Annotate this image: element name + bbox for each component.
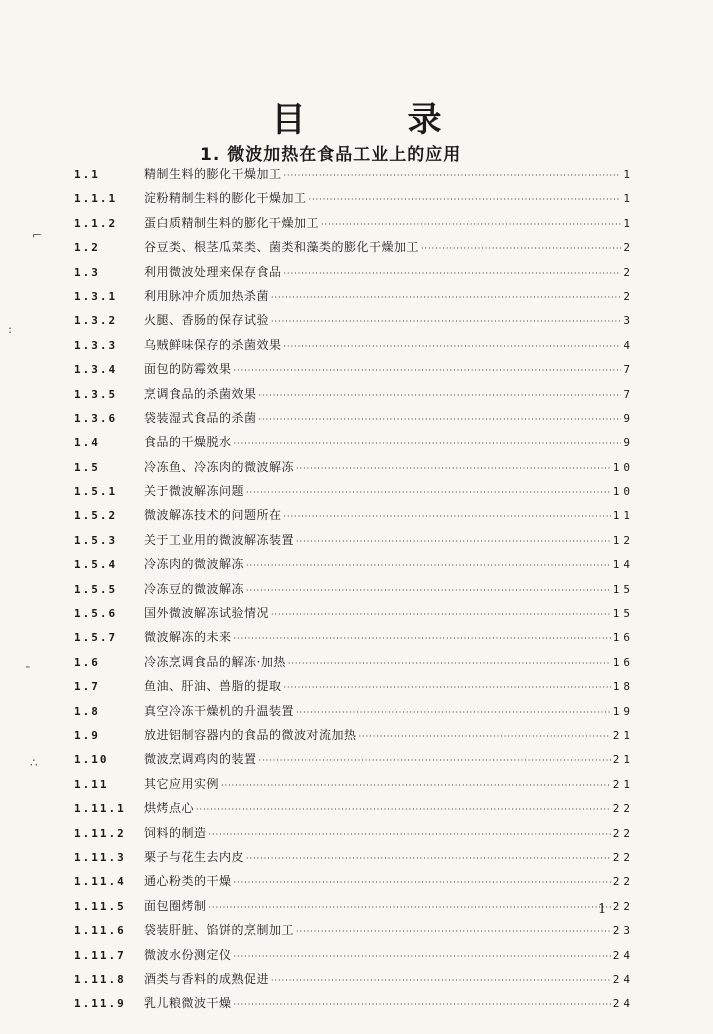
- toc-section-number: 1.11.7: [74, 948, 126, 962]
- toc-section-title: 关于工业用的微波解冻装置: [144, 532, 295, 547]
- toc-section-number: 1.11.8: [74, 972, 126, 986]
- toc-section-number: 1.5.5: [74, 582, 118, 596]
- toc-leader-dots: [296, 464, 611, 473]
- toc-section-title: 酒类与香料的成熟促进: [144, 971, 270, 986]
- toc-page-number: 24: [612, 948, 634, 962]
- toc-leader-dots: [259, 415, 622, 424]
- toc-section-number: 1.1.1: [74, 192, 118, 206]
- toc-page-number: 2: [623, 241, 634, 255]
- toc-section-title: 乳儿粮微波干燥: [144, 996, 232, 1011]
- toc-entry: [74, 921, 634, 945]
- toc-section-title: 通心粉类的干燥: [144, 874, 232, 889]
- toc-section-number: 1.5.6: [74, 607, 118, 621]
- toc-section-title: 真空冷冻干燥机的升温装置: [144, 703, 295, 718]
- toc-section-title: 袋装肝脏、馅饼的烹制加工: [144, 923, 295, 938]
- toc-section-title: 火腿、香肠的保存试验: [144, 313, 270, 328]
- toc-entry: [74, 531, 634, 555]
- toc-leader-dots: [246, 586, 611, 595]
- toc-leader-dots: [234, 878, 611, 887]
- toc-section-number: 1.8: [74, 704, 100, 718]
- toc-section-title: 关于微波解冻问题: [144, 484, 245, 499]
- toc-leader-dots: [246, 488, 611, 497]
- toc-section-number: 1.3.1: [74, 289, 118, 303]
- toc-leader-dots: [421, 244, 621, 253]
- toc-entry: [74, 824, 634, 848]
- toc-leader-dots: [271, 317, 621, 326]
- toc-entry: [74, 702, 634, 726]
- toc-entry: [74, 726, 634, 750]
- toc-section-title: 冷冻烹调食品的解冻·加热: [144, 654, 286, 669]
- toc-entry: [74, 311, 634, 335]
- toc-leader-dots: [209, 903, 611, 912]
- toc-entry: [74, 165, 634, 189]
- toc-entry: [74, 848, 634, 872]
- toc-entry: [74, 555, 634, 579]
- toc-section-number: 1.11.3: [74, 850, 126, 864]
- toc-page-number: 16: [612, 631, 634, 645]
- page-number: 1: [598, 902, 607, 917]
- toc-page-number: 22: [612, 875, 634, 889]
- toc-leader-dots: [296, 927, 611, 936]
- toc-section-number: 1.3: [74, 265, 100, 279]
- toc-entry: [74, 458, 634, 482]
- toc-entry: [74, 750, 634, 774]
- toc-section-number: 1.9: [74, 728, 100, 742]
- toc-leader-dots: [271, 610, 611, 619]
- toc-leader-dots: [309, 195, 622, 204]
- toc-entry: [74, 628, 634, 652]
- toc-leader-dots: [271, 976, 611, 985]
- toc-page-number: 1: [623, 216, 634, 230]
- toc-leader-dots: [246, 561, 611, 570]
- toc-page-number: 11: [612, 509, 634, 523]
- toc-section-title: 微波烹调鸡肉的装置: [144, 752, 257, 767]
- toc-leader-dots: [234, 1000, 611, 1009]
- toc-section-number: 1.7: [74, 680, 100, 694]
- toc-leader-dots: [234, 439, 622, 448]
- toc-entry: [74, 409, 634, 433]
- toc-leader-dots: [209, 830, 611, 839]
- toc-page-number: 19: [612, 704, 634, 718]
- toc-section-number: 1.1: [74, 168, 100, 181]
- toc-section-number: 1.6: [74, 655, 100, 669]
- toc-entry: [74, 653, 634, 677]
- page-title: 目 录: [271, 100, 476, 140]
- toc-leader-dots: [359, 732, 611, 741]
- toc-page-number: 2: [623, 289, 634, 303]
- toc-section-number: 1.4: [74, 436, 100, 450]
- toc-section-title: 蛋白质精制生料的膨化干燥加工: [144, 215, 320, 230]
- toc-entry: [74, 287, 634, 311]
- toc-section-title: 面包的防霉效果: [144, 362, 232, 377]
- toc-leader-dots: [284, 269, 622, 278]
- toc-page-number: 15: [612, 582, 634, 596]
- toc-entry: [74, 433, 634, 457]
- toc-entry: [74, 238, 634, 262]
- toc-leader-dots: [221, 781, 611, 790]
- toc-leader-dots: [259, 391, 622, 400]
- scan-mark: ∴: [30, 756, 38, 770]
- toc-leader-dots: [284, 342, 622, 351]
- toc-entry: [74, 897, 634, 921]
- toc-page-number: 10: [612, 485, 634, 499]
- toc-section-title: 谷豆类、根茎瓜菜类、菌类和藻类的膨化干燥加工: [144, 240, 420, 255]
- toc-section-title: 冷冻鱼、冷冻肉的微波解冻: [144, 459, 295, 474]
- toc-section-title: 袋装湿式食品的杀菌: [144, 410, 257, 425]
- toc-section-number: 1.3.5: [74, 387, 118, 401]
- toc-section-title: 面包圈烤制: [144, 898, 207, 913]
- toc-section-title: 其它应用实例: [144, 776, 220, 791]
- toc-section-title: 精制生料的膨化干燥加工: [144, 167, 282, 181]
- toc-page-number: 1: [623, 192, 634, 206]
- toc-page-number: 22: [612, 826, 634, 840]
- scan-mark: ╴: [26, 660, 34, 674]
- toc-section-number: 1.5.2: [74, 509, 118, 523]
- toc-page-number: 15: [612, 607, 634, 621]
- toc-entry: [74, 970, 634, 994]
- toc-page-number: 10: [612, 460, 634, 474]
- toc-entry: [74, 775, 634, 799]
- toc-page-number: 23: [612, 924, 634, 938]
- toc-section-title: 饲料的制造: [144, 825, 207, 840]
- toc-section-number: 1.5.1: [74, 485, 118, 499]
- toc-page-number: 21: [612, 777, 634, 791]
- toc-section-title: 烹调食品的杀菌效果: [144, 386, 257, 401]
- toc-section-number: 1.5.7: [74, 631, 118, 645]
- table-of-contents: [74, 165, 634, 1019]
- toc-page-number: 24: [612, 972, 634, 986]
- toc-page-number: 22: [612, 802, 634, 816]
- toc-leader-dots: [271, 293, 621, 302]
- toc-entry: [74, 799, 634, 823]
- toc-section-title: 微波解冻的未来: [144, 630, 232, 645]
- toc-section-number: 1.3.6: [74, 411, 118, 425]
- toc-section-title: 利用微波处理来保存食品: [144, 264, 282, 279]
- toc-page-number: 16: [612, 655, 634, 669]
- toc-section-number: 1.11.4: [74, 875, 126, 889]
- toc-entry: [74, 385, 634, 409]
- toc-section-number: 1.11: [74, 777, 109, 791]
- toc-entry: [74, 189, 634, 213]
- toc-leader-dots: [288, 659, 611, 668]
- chapter-title: 1. 微波加热在食品工业上的应用: [200, 145, 462, 165]
- toc-entry: [74, 872, 634, 896]
- toc-section-number: 1.5.4: [74, 558, 118, 572]
- toc-leader-dots: [296, 708, 611, 717]
- toc-section-title: 冷冻肉的微波解冻: [144, 557, 245, 572]
- toc-entry: [74, 604, 634, 628]
- toc-page-number: 9: [623, 411, 634, 425]
- toc-entry: [74, 214, 634, 238]
- toc-leader-dots: [196, 805, 611, 814]
- toc-section-number: 1.3.3: [74, 338, 118, 352]
- toc-section-title: 鱼油、肝油、兽脂的提取: [144, 679, 282, 694]
- toc-page-number: 2: [623, 265, 634, 279]
- toc-leader-dots: [284, 171, 622, 180]
- toc-page-number: 18: [612, 680, 634, 694]
- toc-entry: [74, 677, 634, 701]
- toc-page-number: 7: [623, 363, 634, 377]
- toc-entry: [74, 263, 634, 287]
- toc-entry: [74, 946, 634, 970]
- scan-mark: :: [8, 322, 13, 336]
- toc-section-number: 1.11.5: [74, 899, 126, 913]
- toc-page-number: 21: [612, 753, 634, 767]
- toc-section-title: 冷冻豆的微波解冻: [144, 581, 245, 596]
- toc-page-number: 4: [623, 338, 634, 352]
- toc-leader-dots: [234, 366, 622, 375]
- toc-leader-dots: [284, 683, 611, 692]
- toc-leader-dots: [259, 756, 611, 765]
- toc-section-title: 食品的干燥脱水: [144, 435, 232, 450]
- toc-page-number: 1: [623, 168, 634, 181]
- toc-section-title: 利用脉冲介质加热杀菌: [144, 288, 270, 303]
- toc-page-number: 21: [612, 728, 634, 742]
- toc-entry: [74, 482, 634, 506]
- scan-mark: ⌐: [32, 228, 43, 242]
- toc-leader-dots: [296, 537, 611, 546]
- toc-section-title: 烘烤点心: [144, 801, 195, 816]
- toc-page-number: 24: [612, 997, 634, 1011]
- toc-section-title: 微波解冻技术的问题所在: [144, 508, 282, 523]
- toc-section-number: 1.2: [74, 241, 100, 255]
- toc-section-title: 放进铝制容器内的食品的微波对流加热: [144, 727, 357, 742]
- toc-leader-dots: [321, 220, 621, 229]
- toc-page-number: 22: [612, 899, 634, 913]
- toc-section-title: 微波水份测定仪: [144, 947, 232, 962]
- toc-page-number: 7: [623, 387, 634, 401]
- toc-section-number: 1.3.2: [74, 314, 118, 328]
- toc-page-number: 3: [623, 314, 634, 328]
- toc-leader-dots: [246, 854, 611, 863]
- toc-page-number: 12: [612, 533, 634, 547]
- toc-page-number: 14: [612, 558, 634, 572]
- toc-page-number: 9: [623, 436, 634, 450]
- toc-section-number: 1.1.2: [74, 216, 118, 230]
- toc-leader-dots: [234, 952, 611, 961]
- toc-page-number: 22: [612, 850, 634, 864]
- toc-section-title: 乌贼鲜味保存的杀菌效果: [144, 337, 282, 352]
- toc-entry: [74, 336, 634, 360]
- toc-section-title: 国外微波解冻试验情况: [144, 606, 270, 621]
- toc-leader-dots: [234, 634, 611, 643]
- toc-section-number: 1.3.4: [74, 363, 118, 377]
- toc-section-number: 1.11.9: [74, 997, 126, 1011]
- toc-section-number: 1.11.2: [74, 826, 126, 840]
- toc-entry: [74, 994, 634, 1018]
- toc-section-number: 1.11.1: [74, 802, 126, 816]
- toc-section-title: 淀粉精制生料的膨化干燥加工: [144, 191, 307, 206]
- toc-section-number: 1.5: [74, 460, 100, 474]
- toc-section-number: 1.10: [74, 753, 109, 767]
- toc-entry: [74, 506, 634, 530]
- toc-section-number: 1.11.6: [74, 924, 126, 938]
- toc-section-number: 1.5.3: [74, 533, 118, 547]
- toc-section-title: 栗子与花生去内皮: [144, 849, 245, 864]
- toc-leader-dots: [284, 512, 611, 521]
- toc-entry: [74, 580, 634, 604]
- toc-entry: [74, 360, 634, 384]
